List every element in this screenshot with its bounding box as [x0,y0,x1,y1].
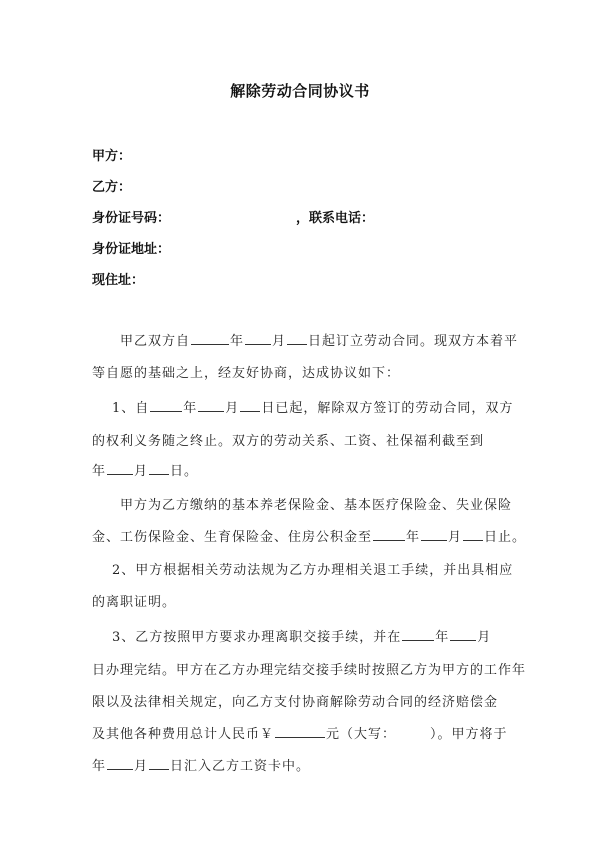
blank-field [149,462,169,475]
text-segment: 月 [134,464,149,479]
text-segment: 年 [183,401,198,416]
blank-field [191,332,229,345]
text-segment: 及其他各种费用总计人民币￥ [92,727,275,742]
clause3-line-2: 日办理完结。甲方在乙方办理完结交接手续时按照乙方为甲方的工作年 [92,663,527,678]
clause3-line-5 [92,755,522,774]
text-segment: 月 [448,530,463,545]
blank-field [287,332,307,345]
text-segment: 甲乙双方自 [120,334,191,349]
id-number-label: 身份证号码： [92,211,171,226]
clause1-line-1 [92,397,542,416]
insurance-line-1: 甲方为乙方缴纳的基本养老保险金、基本医疗保险金、失业保险 [120,498,513,513]
text-segment: 日起订立劳动合同。现双方本着平 [308,334,519,349]
document-title: 解除劳动合同协议书 [230,82,370,100]
text-segment: 月 [134,759,149,774]
blank-field [149,757,169,770]
clause3-line-4 [92,723,522,742]
text-segment: 3、乙方按照甲方要求办理离职交接手续，并在 [112,630,402,645]
blank-field [373,528,405,541]
text-segment: 1、自 [112,401,150,416]
text-segment: 月 [272,334,287,349]
blank-field [150,399,182,412]
current-address-label: 现住址： [92,273,145,288]
clause1-line-3 [92,460,522,479]
blank-field [107,757,133,770]
text-segment: 年 [435,630,450,645]
insurance-line-2 [92,526,527,545]
text-segment: 日已起，解除双方签订的劳动合同，双方 [261,401,514,416]
blank-field [463,528,483,541]
clause2-line-2: 的离职证明。 [92,595,177,610]
text-segment: 月 [225,401,240,416]
text-segment: 金、工伤保险金、生育保险金、住房公积金至 [92,530,373,545]
blank-field [421,528,447,541]
text-segment: 年 [92,464,107,479]
blank-field [397,725,429,738]
blank-field [450,628,476,641]
clause2-line-1: 2、甲方根据相关劳动法规为乙方办理相关退工手续，并出具相应 [112,563,514,578]
phone-label: ，联系电话： [296,211,375,226]
blank-field [198,399,224,412]
text-segment: ）。甲方将于 [430,727,508,742]
blank-field [107,462,133,475]
text-segment: 年 [406,530,421,545]
text-segment: 月 [477,630,492,645]
text-segment: 日汇入乙方工资卡中。 [170,759,311,774]
text-segment: 日。 [170,464,199,479]
party-b-label: 乙方： [92,180,132,195]
clause3-line-3: 限以及法律相关规定，向乙方支付协商解除劳动合同的经济赔偿金 [92,695,499,710]
text-segment: 元（大写： [326,727,397,742]
clause3-line-1 [92,626,542,645]
text-segment: 年 [230,334,245,349]
clause1-line-2: 的权利义务随之终止。双方的劳动关系、工资、社保福利截至到 [92,434,485,449]
blank-field [275,725,325,738]
intro-line-2: 等自愿的基础之上，经友好协商，达成协议如下： [92,366,401,381]
id-address-label: 身份证地址： [92,242,171,257]
text-segment: 日止。 [484,530,527,545]
blank-field [245,332,271,345]
blank-field [240,399,260,412]
party-a-label: 甲方： [92,149,132,164]
intro-line-1 [92,330,550,349]
text-segment: 年 [92,759,107,774]
blank-field [402,628,434,641]
